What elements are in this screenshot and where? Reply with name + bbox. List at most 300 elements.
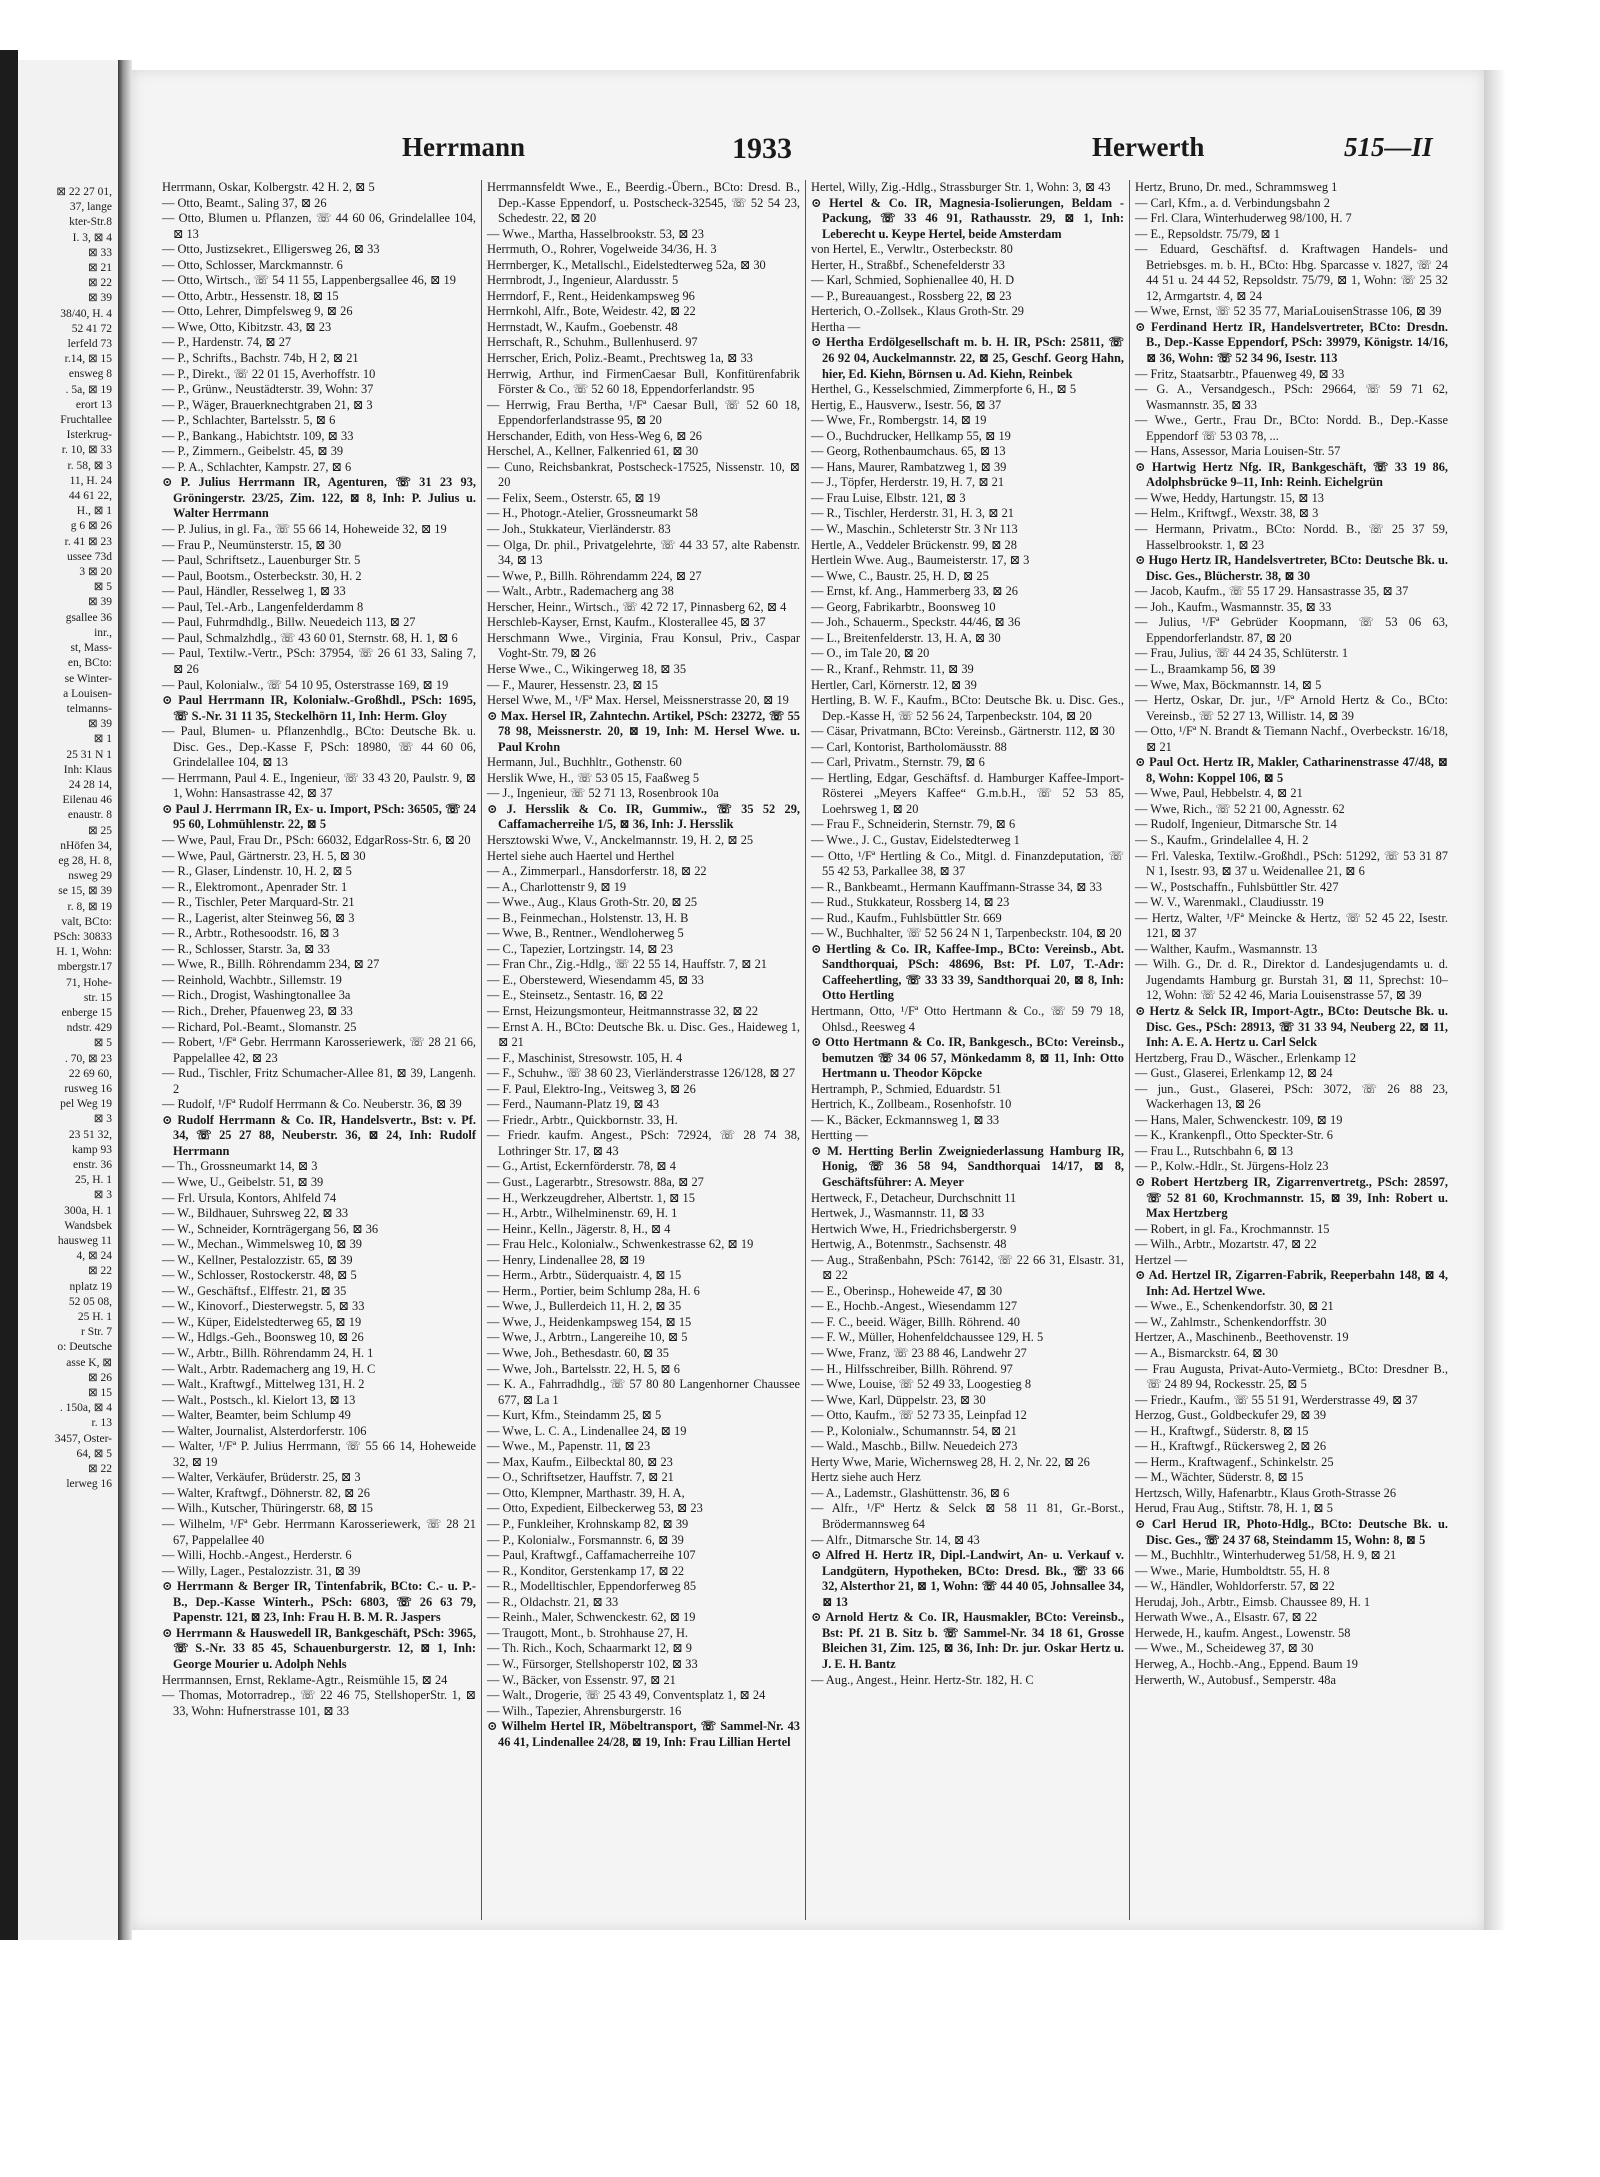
directory-entry: Hertweck, F., Detacheur, Durchschnitt 11 [811, 1190, 1017, 1205]
facing-page-line: ⊠ 15 [87, 1387, 112, 1400]
facing-page-line: I. 3, ⊠ 4 [72, 231, 112, 244]
directory-entry: ⊙ Paul Oct. Hertz IR, Makler, Catharinenstrasse 47/48, ⊠ 8, Wohn: Koppel 106, ⊠ 5 [1135, 755, 1448, 785]
facing-page-line: se 15, ⊠ 39 [58, 885, 112, 898]
facing-page-line: o: Deutsche [57, 1341, 112, 1354]
directory-entry: Hertwich Wwe, H., Friedrichsbergerstr. 9 [811, 1221, 1017, 1236]
directory-entry: — R., Bankbeamt., Hermann Kauffmann-Strasse 34, ⊠ 33 [811, 879, 1102, 894]
directory-entry: — Eduard, Geschäftsf. d. Kraftwagen Handels- und Betriebsges. m. b. H., BCto: Hbg. Sparcasse v. 1827, ☏ 24 44 51 u. 24 44 52, Repsoldstr. 75/79, ⊠ 1, Wohn: ☏ 25 32 12, Armgartstr. 4, ⊠ 24 [1135, 242, 1448, 303]
directory-entry: — Otto, Beamt., Saling 37, ⊠ 26 [162, 195, 327, 210]
directory-entry: Herrmannsfeldt Wwe., E., Beerdig.-Übern., BCto: Dresd. B., Dep.-Kasse Eppendorf, u. Postscheck-32545, ☏ 52 54 23, Schedestr. 22, ⊠ 20 [487, 180, 800, 226]
facing-page-line: rusweg 16 [64, 1082, 112, 1095]
directory-entry: Hertle, A., Veddeler Brückenstr. 99, ⊠ 28 [811, 537, 1017, 552]
directory-entry: — Hans, Assessor, Maria Louisen-Str. 57 [1135, 444, 1341, 459]
directory-entry: — Herrwig, Frau Bertha, ¹/Fª Caesar Bull, ☏ 52 60 18, Eppendorferlandstrasse 95, ⊠ 20 [487, 397, 800, 428]
directory-entry: — Friedr., Kaufm., ☏ 55 51 91, Werderstrasse 49, ⊠ 37 [1135, 1392, 1418, 1407]
facing-page-line: str. 15 [83, 991, 112, 1004]
directory-entry: — P., Hardenstr. 74, ⊠ 27 [162, 335, 292, 350]
facing-page-line: gsallee 36 [65, 611, 112, 624]
facing-page-fragment [18, 60, 120, 1940]
directory-entry: — K., Krankenpfl., Otto Speckter-Str. 6 [1135, 1128, 1333, 1143]
directory-entry: — Otto, Schlosser, Marckmannstr. 6 [162, 257, 343, 272]
directory-entry: Hertel, Willy, Zig.-Hdlg., Strassburger Str. 1, Wohn: 3, ⊠ 43 [811, 180, 1111, 194]
facing-page-line: nsweg 29 [68, 870, 112, 883]
header-last-name: Herwerth [1092, 132, 1205, 162]
directory-entry: — W., Maschin., Schleterstr Str. 3 Nr 113 [811, 522, 1018, 537]
directory-entry: — Hertz, Oskar, Dr. jur., ¹/Fª Arnold Hertz & Co., BCto: Vereinsb., ☏ 52 27 13, Willistr. 14, ⊠ 39 [1135, 693, 1448, 723]
directory-entry: — Georg, Fabrikarbtr., Boonsweg 10 [811, 599, 996, 614]
directory-entry: — Wwe., Gertr., Frau Dr., BCto: Nordd. B., Dep.-Kasse Eppendorf ☏ 53 03 78, ... [1135, 413, 1448, 443]
directory-entry: ⊙ Hertel & Co. IR, Magnesia-Isolierungen, Beldam - Packung, ☏ 33 46 91, Rathausstr. 29, ⊠ 1, Inh: Leberecht u. Keype Hertel, beide Amsterdam [811, 195, 1124, 241]
directory-entry: — E., Oberinsp., Hoheweide 47, ⊠ 30 [811, 1283, 1003, 1298]
directory-entry: — F. W., Müller, Hohenfeldchaussee 129, H. 5 [811, 1330, 1044, 1345]
facing-page-line: Eilenau 46 [62, 794, 112, 807]
directory-entry: Herudaj, Joh., Arbtr., Eimsb. Chaussee 89, H. 1 [1135, 1594, 1371, 1609]
directory-entry: — Wwe, Fr., Rombergstr. 14, ⊠ 19 [811, 413, 987, 428]
directory-entry: — Friedr., Arbtr., Quickbornstr. 33, H. [487, 1112, 678, 1127]
directory-entry: — Walt., Drogerie, ☏ 25 43 49, Conventsplatz 1, ⊠ 24 [487, 1688, 766, 1703]
facing-page-line: valt, BCto: [61, 915, 112, 928]
directory-entry: — Frl. Clara, Winterhuderweg 98/100, H. 7 [1135, 211, 1352, 226]
directory-entry: — Walther, Kaufm., Wasmannstr. 13 [1135, 941, 1318, 956]
directory-entry: Herwerth, W., Autobusf., Semperstr. 48a [1135, 1672, 1336, 1687]
directory-entry: — Wwe, Ernst, ☏ 52 35 77, MariaLouisenStrasse 106, ⊠ 39 [1135, 304, 1442, 319]
directory-entry: Hertha — [811, 319, 861, 334]
facing-page-line: enaustr. 8 [67, 809, 112, 822]
facing-page-line: 25 31 N 1 [66, 748, 112, 761]
directory-entry: — Walt., Postsch., kl. Kielort 13, ⊠ 13 [162, 1392, 356, 1407]
directory-entry: — R., Konditor, Gerstenkamp 17, ⊠ 22 [487, 1563, 685, 1578]
header-first-name: Herrmann [402, 132, 525, 162]
directory-entry: — Wilh. G., Dr. d. R., Direktor d. Landesjugendamts u. d. Jugendamts Hamburg gr. Burstah 31, ⊠ 11, Sprechst: 10–12, Wohn: ☏ 52 42 46, Maria Louisenstrasse 57, ⊠ 39 [1135, 957, 1448, 1003]
directory-entry: — P., Bankang., Habichtstr. 109, ⊠ 33 [162, 428, 354, 443]
directory-entry: — P., Wäger, Brauerknechtgraben 21, ⊠ 3 [162, 397, 373, 412]
facing-page-line: 71, Hohe- [66, 976, 112, 989]
directory-entry: — Wwe, Paul, Gärtnerstr. 23, H. 5, ⊠ 30 [162, 848, 366, 863]
directory-entry: ⊙ Wilhelm Hertel IR, Möbeltransport, ☏ Sammel-Nr. 43 46 41, Lindenallee 24/28, ⊠ 19, Inh: Frau Lillian Hertel [487, 1719, 800, 1749]
facing-page-line: ⊠ 5 [93, 581, 112, 594]
facing-page-line: pel Weg 19 [60, 1098, 112, 1111]
directory-entry: Hertting — [811, 1128, 868, 1143]
directory-entry: von Hertel, E., Verwltr., Osterbeckstr. 80 [811, 242, 1013, 257]
facing-page-line: mbergstr.17 [57, 961, 112, 974]
directory-entry: — Walt., Arbtr., Rademacherg ang 38 [487, 584, 674, 599]
directory-column-3 [805, 180, 1129, 1920]
facing-page-line: H., ⊠ 1 [76, 505, 112, 518]
directory-entry: — W., Kinovorf., Diesterwegstr. 5, ⊠ 33 [162, 1299, 365, 1314]
facing-page-line: 37, lange [69, 201, 112, 214]
directory-entry: Hertzer, A., Maschinenb., Beethovenstr. 19 [1135, 1330, 1349, 1345]
directory-entry: — Wilh., Kutscher, Thüringerstr. 68, ⊠ 15 [162, 1501, 373, 1516]
directory-entry: — P. A., Schlachter, Kampstr. 27, ⊠ 6 [162, 459, 352, 474]
directory-entry: — W., Zahlmstr., Schenkendorffstr. 30 [1135, 1314, 1327, 1329]
directory-entry: Hertzsch, Willy, Hafenarbtr., Klaus Groth-Strasse 26 [1135, 1485, 1397, 1500]
directory-entry: — Wwe, Otto, Kibitzstr. 43, ⊠ 23 [162, 319, 332, 334]
directory-entry: Herrnbrodt, J., Ingenieur, Alardusstr. 5 [487, 273, 679, 288]
facing-page-line: nHöfen 34, [60, 839, 112, 852]
facing-page-line: ⊠ 26 [87, 1371, 112, 1384]
facing-page-line: 3457, Oster- [54, 1432, 112, 1445]
scan-edge [0, 50, 18, 1940]
directory-entry: Herrnstadt, W., Kaufm., Goebenstr. 48 [487, 319, 678, 334]
page-edge-shadow [1484, 70, 1506, 1930]
directory-entry: Hertz siehe auch Herz [811, 1470, 921, 1485]
directory-entry: — H., Kraftwgf., Rückersweg 2, ⊠ 26 [1135, 1439, 1327, 1454]
facing-page-line: 23 51 32, [68, 1128, 112, 1141]
directory-entry: — Wwe., M., Scheideweg 37, ⊠ 30 [1135, 1641, 1314, 1656]
directory-entry: — Otto, ¹/Fª Hertling & Co., Mitgl. d. Finanzdeputation, ☏ 55 42 53, Parkallee 38, ⊠ 37 [811, 848, 1124, 879]
directory-entry: — Hertling, Edgar, Geschäftsf. d. Hamburger Kaffee-Import-Rösterei „Meyers Kaffee“ G.m.b.H., ☏ 52 53 85, Loehrsweg 1, ⊠ 20 [811, 770, 1124, 816]
directory-entry: — Willi, Hochb.-Angest., Herderstr. 6 [162, 1548, 352, 1563]
directory-entry: — Helm., Kriftwgf., Wexstr. 38, ⊠ 3 [1135, 506, 1319, 521]
directory-entry: — Herm., Arbtr., Süderquaistr. 4, ⊠ 15 [487, 1268, 682, 1283]
directory-entry: — W., Buchhalter, ☏ 52 56 24 N 1, Tarpenbeckstr. 104, ⊠ 20 [811, 926, 1122, 941]
directory-entry: — A., Charlottenstr 9, ⊠ 19 [487, 879, 627, 894]
directory-entry: ⊙ Max. Hersel IR, Zahntechn. Artikel, PSch: 23272, ☏ 55 78 98, Meissnerstr. 20, ⊠ 19, Inh: M. Hersel Wwe. u. Paul Krohn [487, 708, 800, 754]
directory-entry: — A., Bismarckstr. 64, ⊠ 30 [1135, 1346, 1278, 1361]
facing-page-line: ⊠ 39 [87, 292, 112, 305]
facing-page-line: r Str. 7 [81, 1326, 112, 1339]
directory-entry: — W., Hdlgs.-Geh., Boonsweg 10, ⊠ 26 [162, 1330, 364, 1345]
directory-entry: — Max, Kaufm., Eilbecktal 80, ⊠ 23 [487, 1454, 673, 1469]
directory-entry: Herrmannsen, Ernst, Reklame-Agtr., Reismühle 15, ⊠ 24 [162, 1672, 448, 1687]
directory-entry: — Paul, Tel.-Arb., Langenfelderdamm 8 [162, 599, 364, 614]
facing-page-line: 52 41 72 [71, 322, 112, 335]
directory-entry: Herschander, Edith, von Hess-Weg 6, ⊠ 26 [487, 428, 703, 443]
facing-page-line: . 5a, ⊠ 19 [65, 383, 112, 396]
directory-entry: — Walter, Journalist, Alsterdorferstr. 106 [162, 1423, 367, 1438]
directory-entry: — E., Oberstewerd, Wiesendamm 45, ⊠ 33 [487, 972, 704, 987]
facing-page-line: erort 13 [75, 398, 112, 411]
facing-page-line: . 150a, ⊠ 4 [59, 1402, 112, 1415]
directory-entry: — R., Lagerist, alter Steinweg 56, ⊠ 3 [162, 910, 355, 925]
directory-page [132, 70, 1484, 1930]
directory-entry: — Wwe., E., Schenkendorfstr. 30, ⊠ 21 [1135, 1299, 1334, 1314]
directory-entry: — Otto, Expedient, Eilbeckerweg 53, ⊠ 23 [487, 1501, 703, 1516]
directory-entry: — W., Fürsorger, Stellshoperstr 102, ⊠ 33 [487, 1656, 698, 1671]
facing-page-line: 300a, H. 1 [64, 1204, 112, 1217]
directory-entry: Hertz, Bruno, Dr. med., Schrammsweg 1 [1135, 180, 1338, 194]
directory-entry: — Otto, ¹/Fª N. Brandt & Tiemann Nachf., Overbeckstr. 16/18, ⊠ 21 [1135, 724, 1448, 754]
facing-page-line: H. 1, Wohn: [56, 946, 112, 959]
directory-entry: — Wwe, Rich., ☏ 52 21 00, Agnesstr. 62 [1135, 801, 1345, 816]
directory-entry: — Herrmann, Paul 4. E., Ingenieur, ☏ 33 43 20, Paulstr. 9, ⊠ 1, Wohn: Hansastrasse 42, ⊠ 37 [162, 770, 476, 801]
directory-entry: Herterich, O.-Zollsek., Klaus Groth-Str. 29 [811, 304, 1025, 319]
directory-entry: — Otto, Kaufm., ☏ 52 73 35, Leinpfad 12 [811, 1408, 1027, 1423]
directory-entry: — Rud., Stukkateur, Rossberg 14, ⊠ 23 [811, 895, 1010, 910]
facing-page-line: r. 13 [91, 1417, 112, 1430]
directory-entry: — Rich., Drogist, Washingtonallee 3a [162, 988, 351, 1003]
directory-entry: — Th., Grossneumarkt 14, ⊠ 3 [162, 1159, 318, 1174]
facing-page-line: ⊠ 39 [87, 596, 112, 609]
directory-entry: — Paul, Kraftwgf., Caffamacherreihe 107 [487, 1548, 696, 1563]
directory-entry: — H., Hilfsschreiber, Billh. Röhrend. 97 [811, 1361, 1013, 1376]
facing-page-line: ⊠ 33 [87, 246, 112, 259]
directory-entry: — Wilhelm, ¹/Fª Gebr. Herrmann Karosseriewerk, ☏ 28 21 67, Pappelallee 40 [162, 1517, 476, 1547]
directory-entry: — W., Kellner, Pestalozzistr. 65, ⊠ 39 [162, 1252, 353, 1267]
directory-entry: Herwede, H., kaufm. Angest., Lowenstr. 58 [1135, 1625, 1351, 1640]
facing-page-line: enberge 15 [61, 1006, 112, 1019]
directory-entry: — Wwe, Joh., Bethesdastr. 60, ⊠ 35 [487, 1346, 669, 1361]
directory-entry: — Paul, Bootsm., Osterbeckstr. 30, H. 2 [162, 568, 362, 583]
directory-entry: — Walter, Beamter, beim Schlump 49 [162, 1408, 351, 1423]
facing-page-line: Fruchtallee [60, 414, 112, 427]
directory-entry: — Frau, Julius, ☏ 44 24 35, Schlüterstr. 1 [1135, 646, 1349, 661]
facing-page-line: r.14, ⊠ 15 [64, 353, 112, 366]
facing-page-line: 38/40, H. 4 [60, 307, 112, 320]
directory-entry: — Otto, Arbtr., Hessenstr. 18, ⊠ 15 [162, 288, 339, 303]
directory-entry: — Walt., Kraftwgf., Mittelweg 131, H. 2 [162, 1377, 365, 1392]
directory-entry: — jun., Gust., Glaserei, PSch: 3072, ☏ 26 88 23, Wackerhagen 13, ⊠ 26 [1135, 1081, 1448, 1112]
directory-entry: Hertzel — [1135, 1252, 1187, 1267]
directory-entry: — Paul, Händler, Resselweg 1, ⊠ 33 [162, 584, 346, 599]
facing-page-line: PSch: 30833 [53, 930, 112, 943]
directory-entry: — Fritz, Staatsarbtr., Pfauenweg 49, ⊠ 33 [1135, 366, 1345, 381]
directory-entry: Hermann, Jul., Buchhltr., Gothenstr. 60 [487, 755, 682, 770]
directory-entry: — R., Modelltischler, Eppendorferweg 85 [487, 1579, 697, 1594]
directory-entry: Herschmann Wwe., Virginia, Frau Konsul, Priv., Caspar Voght-Str. 79, ⊠ 26 [487, 630, 800, 661]
directory-entry: — Wwe, B., Rentner., Wendloherweg 5 [487, 926, 684, 941]
directory-entry: — P., Kolonialw., Forsmannstr. 6, ⊠ 39 [487, 1532, 684, 1547]
directory-column-2 [481, 180, 805, 1920]
facing-page-line: ⊠ 22 [87, 1463, 112, 1476]
directory-entry: — Hertz, Walter, ¹/Fª Meincke & Hertz, ☏ 52 45 22, Isestr. 121, ⊠ 37 [1135, 910, 1448, 941]
directory-entry: ⊙ Hugo Hertz IR, Handelsvertreter, BCto: Deutsche Bk. u. Disc. Ges., Blücherstr. 38, ⊠ 30 [1135, 553, 1448, 583]
directory-entry: — R., Tischler, Peter Marquard-Str. 21 [162, 895, 355, 910]
directory-entry: — Wwe, J., Heidenkampsweg 154, ⊠ 15 [487, 1314, 692, 1329]
directory-entry: — Robert, ¹/Fª Gebr. Herrmann Karosseriewerk, ☏ 28 21 66, Pappelallee 42, ⊠ 23 [162, 1035, 476, 1065]
facing-page-line: r. 10, ⊠ 33 [61, 444, 112, 457]
directory-entry: — S., Kaufm., Grindelallee 4, H. 2 [1135, 832, 1309, 847]
facing-page-line: se Winter- [64, 672, 112, 685]
directory-entry: — W., Mechan., Wimmelsweg 10, ⊠ 39 [162, 1237, 362, 1252]
directory-entry: — F., Schuhw., ☏ 38 60 23, Vierländerstrasse 126/128, ⊠ 27 [487, 1066, 796, 1081]
directory-entry: — F. C., beeid. Wäger, Billh. Röhrend. 40 [811, 1314, 1020, 1329]
directory-entry: — Alfr., ¹/Fª Hertz & Selck ⊠ 58 11 81, Gr.-Borst., Brödermannsweg 64 [811, 1501, 1124, 1532]
directory-entry: — Frau F., Schneiderin, Sternstr. 79, ⊠ 6 [811, 817, 1016, 832]
facing-page-line: 64, ⊠ 5 [76, 1447, 112, 1460]
directory-entry: — Rud., Tischler, Fritz Schumacher-Allee 81, ⊠ 39, Langenh. 2 [162, 1066, 476, 1096]
facing-page-line: ⊠ 25 [87, 824, 112, 837]
facing-page-line: 24 28 14, [68, 778, 112, 791]
directory-entry: — H., Photogr.-Atelier, Grossneumarkt 58 [487, 506, 698, 521]
directory-entry: — Otto, Justizsekret., Elligersweg 26, ⊠ 33 [162, 242, 380, 257]
facing-page-line: ndstr. 429 [66, 1022, 112, 1035]
facing-page-line: ⊠ 3 [93, 1113, 112, 1126]
directory-entry: ⊙ Paul Herrmann IR, Kolonialw.-Großhdl., PSch: 1695, ☏ S.-Nr. 31 11 35, Steckelhörn 11, Inh: Herm. Gloy [162, 693, 476, 723]
facing-page-line: ussee 73d [66, 550, 112, 563]
directory-entry: — Gust., Lagerarbtr., Stresowstr. 88a, ⊠ 27 [487, 1175, 704, 1189]
directory-entry: — Wwe, Heddy, Hartungstr. 15, ⊠ 13 [1135, 490, 1324, 505]
directory-entry: — Walter, Kraftwgf., Döhnerstr. 82, ⊠ 26 [162, 1485, 370, 1500]
directory-entry: — Wwe, C., Baustr. 25, H. D, ⊠ 25 [811, 568, 989, 583]
directory-entry: — K. A., Fahrradhdlg., ☏ 57 80 80 Langenhorner Chaussee 677, ⊠ La 1 [487, 1377, 800, 1407]
directory-entry: Herrnberger, K., Metallschl., Eidelstedterweg 52a, ⊠ 30 [487, 257, 766, 272]
directory-entry: Herud, Frau Aug., Stiftstr. 78, H. 1, ⊠ 5 [1135, 1501, 1333, 1516]
directory-entry: — Hermann, Privatm., BCto: Nordd. B., ☏ 25 37 59, Hasselbrookstr. 1, ⊠ 23 [1135, 522, 1448, 552]
facing-page-line: enstr. 36 [73, 1159, 112, 1171]
facing-page-line: 4, ⊠ 24 [76, 1250, 112, 1263]
directory-entry: Hertramph, P., Schmied, Eduardstr. 51 [811, 1081, 1002, 1096]
directory-entry: Herwath Wwe., A., Elsastr. 67, ⊠ 22 [1135, 1610, 1318, 1625]
directory-entry: — Wwe, R., Billh. Röhrendamm 234, ⊠ 27 [162, 957, 380, 972]
directory-entry: ⊙ Hertha Erdölgesellschaft m. b. H. IR, PSch: 25811, ☏ 26 92 04, Auckelmannstr. 22, ⊠ 25, Geschf. Georg Hahn, hier, Ed. Kiehn, Börnsen u. Ad. Kiehn, Reinbek [811, 335, 1124, 381]
directory-entry: ⊙ J. Hersslik & Co. IR, Gummiw., ☏ 35 52 29, Caffamacherreihe 1/5, ⊠ 36, Inh: J. Hersslik [487, 801, 800, 832]
directory-entry: — W., Bäcker, von Essenstr. 97, ⊠ 21 [487, 1672, 676, 1687]
directory-entry: — Frl. Valeska, Textilw.-Großhdl., PSch: 51292, ☏ 53 31 87 N 1, Isestr. 93, ⊠ 37 u. Weidenallee 21, ⊠ 6 [1135, 848, 1448, 879]
directory-entry: — Otto, Lehrer, Dimpfelsweg 9, ⊠ 26 [162, 304, 353, 319]
directory-entry: ⊙ Hertz & Selck IR, Import-Agtr., BCto: Deutsche Bk. u. Disc. Ges., PSch: 28913, ☏ 31 33 94, Neuberg 22, ⊠ 11, Inh: A. E. A. Hertz u. Carl Selck [1135, 1003, 1448, 1050]
directory-entry: — F., Maurer, Hessenstr. 23, ⊠ 15 [487, 677, 658, 692]
directory-entry: — R., Glaser, Lindenstr. 10, H. 2, ⊠ 5 [162, 864, 352, 879]
directory-entry: ⊙ Otto Hertmann & Co. IR, Bankgesch., BCto: Vereinsb., bemutzen ☏ 34 06 57, Mönkedamm 8, ⊠ 11, Inh: Otto Hertmann u. Theodor Köpcke [811, 1035, 1124, 1081]
facing-page-line: a Louisen- [63, 687, 112, 700]
directory-entry: — Walter, ¹/Fª P. Julius Herrmann, ☏ 55 66 14, Hoheweide 32, ⊠ 19 [162, 1439, 476, 1469]
directory-entry: — Wwe, Karl, Düppelstr. 23, ⊠ 30 [811, 1392, 986, 1407]
directory-entry: — Paul, Schmalzhdlg., ☏ 43 60 01, Sternstr. 68, H. 1, ⊠ 6 [162, 630, 458, 645]
directory-entry: Herschel, A., Kellner, Falkenried 61, ⊠ 30 [487, 444, 699, 459]
directory-entry: Herrndorf, F., Rent., Heidenkampsweg 96 [487, 288, 695, 303]
directory-entry: — Hans, Maler, Schwenckestr. 109, ⊠ 19 [1135, 1112, 1343, 1127]
directory-entry: — L., Braamkamp 56, ⊠ 39 [1135, 661, 1276, 676]
book-gutter [118, 60, 132, 1940]
directory-entry: — K., Bäcker, Eckmannsweg 1, ⊠ 33 [811, 1112, 1000, 1127]
directory-entry: — W., Schneider, Kornträgergang 56, ⊠ 36 [162, 1221, 379, 1236]
directory-entry: Herscher, Heinr., Wirtsch., ☏ 42 72 17, Pinnasberg 62, ⊠ 4 [487, 599, 787, 614]
facing-page-line: Inh: Klaus [63, 763, 112, 776]
directory-entry: Herrnkohl, Alfr., Bote, Weidestr. 42, ⊠ 22 [487, 304, 696, 319]
directory-entry: — G. A., Versandgesch., PSch: 29664, ☏ 59 71 62, Wasmannstr. 35, ⊠ 33 [1135, 382, 1448, 412]
directory-entry: Herrwig, Arthur, ind FirmenCaesar Bull, Konfitürenfabrik Förster & Co., ☏ 52 60 18, Eppendorferlandstr. 95 [487, 366, 800, 397]
directory-entry: — Frau L., Rutschbahn 6, ⊠ 13 [1135, 1143, 1294, 1158]
directory-entry: — Wwe, L. C. A., Lindenallee 24, ⊠ 19 [487, 1423, 687, 1438]
facing-page-line: Isterkrug- [66, 429, 112, 442]
directory-entry: — P., Kolonialw., Schumannstr. 54, ⊠ 21 [811, 1423, 1017, 1438]
directory-entry: Hertwek, J., Wasmannstr. 11, ⊠ 33 [811, 1206, 985, 1221]
directory-entry: — Carl, Privatm., Sternstr. 79, ⊠ 6 [811, 755, 985, 770]
directory-entry: Herzog, Gust., Goldbeckufer 29, ⊠ 39 [1135, 1408, 1327, 1423]
directory-entry: — M., Wächter, Süderstr. 8, ⊠ 15 [1135, 1470, 1304, 1485]
directory-entry: — Richard, Pol.-Beamt., Slomanstr. 25 [162, 1019, 357, 1034]
facing-page-line: telmanns- [66, 702, 112, 715]
directory-entry: Herter, H., Straßbf., Schenefelderstr 33 [811, 257, 1005, 272]
directory-entry: ⊙ Ad. Hertzel IR, Zigarren-Fabrik, Reeperbahn 148, ⊠ 4, Inh: Ad. Hertzel Wwe. [1135, 1268, 1448, 1298]
directory-entry: — Wwe, U., Geibelstr. 51, ⊠ 39 [162, 1175, 324, 1189]
facing-page-line: hausweg 11 [57, 1235, 112, 1248]
facing-page-line: . 70, ⊠ 23 [64, 1052, 112, 1065]
directory-entry: — Jacob, Kaufm., ☏ 55 17 29. Hansastrasse 35, ⊠ 37 [1135, 584, 1409, 599]
directory-entry: — E., Repsoldstr. 75/79, ⊠ 1 [1135, 226, 1280, 241]
directory-entry: ⊙ Carl Herud IR, Photo-Hdlg., BCto: Deutsche Bk. u. Disc. Ges., ☏ 24 37 68, Steindamm 15, Wohn: 8, ⊠ 5 [1135, 1517, 1448, 1547]
directory-entry: — Wwe, P., Billh. Röhrendamm 224, ⊠ 27 [487, 568, 702, 583]
directory-entry: — Frl. Ursula, Kontors, Ahlfeld 74 [162, 1190, 337, 1205]
directory-entry: — Wwe, J., Bullerdeich 11, H. 2, ⊠ 35 [487, 1299, 682, 1314]
directory-entry: — Wwe., J. C., Gustav, Eidelstedterweg 1 [811, 832, 1020, 847]
directory-entry: Hertwig, A., Botenmstr., Sachsenstr. 48 [811, 1237, 1007, 1252]
directory-entry: — R., Tischler, Herderstr. 31, H. 3, ⊠ 21 [811, 506, 1014, 521]
facing-page-line: lerweg 16 [66, 1478, 112, 1491]
directory-entry: ⊙ Arnold Hertz & Co. IR, Hausmakler, BCto: Vereinsb., Bst: Pf. 21 B. Sitz b. ☏ Sammel-Nr. 34 18 61, Grosse Bleichen 31, Zim. 125, ⊠ 36, Inh: Dr. jur. Oskar Hertz u. J. E. H. Bantz [811, 1610, 1124, 1671]
facing-page-line: ⊠ 1 [93, 733, 112, 746]
directory-entry: — E., Hochb.-Angest., Wiesendamm 127 [811, 1299, 1018, 1314]
directory-entry: — O., im Tale 20, ⊠ 20 [811, 646, 930, 661]
directory-entry: — Wwe, Joh., Bartelsstr. 22, H. 5, ⊠ 6 [487, 1361, 680, 1376]
directory-entry: — H., Werkzeugdreher, Albertstr. 1, ⊠ 15 [487, 1190, 695, 1205]
directory-entry: — Frau P., Neumünsterstr. 15, ⊠ 30 [162, 537, 342, 552]
directory-entry: — Joh., Kaufm., Wasmannstr. 35, ⊠ 33 [1135, 599, 1332, 614]
directory-entry: — E., Steinsetz., Sentastr. 16, ⊠ 22 [487, 988, 664, 1003]
directory-entry: — Wwe, Louise, ☏ 52 49 33, Loogestieg 8 [811, 1377, 1032, 1392]
directory-entry: — Karl, Schmied, Sophienallee 40, H. D [811, 273, 1015, 288]
facing-page-line: ⊠ 21 [87, 262, 112, 275]
facing-page-line: 25, H. 1 [74, 1174, 112, 1187]
facing-page-line: ⊠ 22 27 01, [56, 186, 112, 198]
directory-entry: Hertrich, K., Zollbeam., Rosenhofstr. 10 [811, 1097, 1012, 1112]
directory-entry: — W., Postschaffn., Fuhlsbüttler Str. 427 [1135, 879, 1339, 894]
directory-entry: — Frau Helc., Kolonialw., Schwenkestrasse 62, ⊠ 19 [487, 1237, 754, 1252]
facing-page-line: r. 58, ⊠ 3 [67, 459, 112, 472]
directory-entry: — W., Geschäftsf., Elffestr. 21, ⊠ 35 [162, 1283, 347, 1298]
directory-entry: ⊙ Hartwig Hertz Nfg. IR, Bankgeschäft, ☏ 33 19 86, Adolphsbrücke 9–11, Inh: Reinh. Eichelgrün [1135, 459, 1448, 490]
directory-entry: Hersztowski Wwe, V., Anckelmannstr. 19, H. 2, ⊠ 25 [487, 832, 754, 847]
directory-entry: — J., Ingenieur, ☏ 52 71 13, Rosenbrook 10a [487, 786, 719, 801]
directory-entry: ⊙ Paul J. Herrmann IR, Ex- u. Import, PSch: 36505, ☏ 24 95 60, Lohmühlenstr. 22, ⊠ 5 [162, 801, 476, 832]
directory-entry: Hertel siehe auch Haertel und Herthel [487, 848, 675, 863]
facing-page-line: asse K, ⊠ [66, 1356, 112, 1369]
directory-entry: — Walt., Arbtr. Rademacherg ang 19, H. C [162, 1361, 376, 1376]
directory-entry: Herrmuth, O., Rohrer, Vogelweide 34/36, H. 3 [487, 242, 717, 257]
directory-entry: — Alfr., Ditmarsche Str. 14, ⊠ 43 [811, 1532, 980, 1547]
facing-page-line: kamp 93 [72, 1143, 112, 1156]
directory-entry: — Wwe, Franz, ☏ 23 88 46, Landwehr 27 [811, 1346, 1027, 1361]
directory-entry: Hertzberg, Frau D., Wäscher., Erlenkamp 12 [1135, 1050, 1357, 1065]
directory-entry: — Wwe., M., Papenstr. 11, ⊠ 23 [487, 1439, 651, 1454]
directory-entry: Hertig, E., Hausverw., Isestr. 56, ⊠ 37 [811, 397, 1002, 412]
directory-entry: — Walter, Verkäufer, Brüderstr. 25, ⊠ 3 [162, 1470, 361, 1485]
directory-entry: — Hans, Maurer, Rambatzweg 1, ⊠ 39 [811, 459, 1007, 474]
facing-page-line: Wandsbek [64, 1219, 112, 1232]
facing-page-line: g 6 ⊠ 26 [70, 520, 112, 533]
facing-page-text [18, 185, 118, 1492]
directory-entry: Herrscher, Erich, Poliz.-Beamt., Prechtsweg 1a, ⊠ 33 [487, 351, 753, 366]
directory-entry: — Frau Augusta, Privat-Auto-Vermietg., BCto: Dresdner B., ☏ 24 89 94, Rockesstr. 25, ⊠ 5 [1135, 1361, 1448, 1392]
directory-entry: — P., Direkt., ☏ 22 01 15, Averhoffstr. 10 [162, 366, 376, 381]
directory-entry: Herslik Wwe, H., ☏ 53 05 15, Faaßweg 5 [487, 770, 700, 785]
facing-page-line: 25 H. 1 [77, 1311, 112, 1324]
directory-entry: — Wwe., Aug., Klaus Groth-Str. 20, ⊠ 25 [487, 895, 698, 910]
directory-entry: ⊙ Alfred H. Hertz IR, Dipl.-Landwirt, An- u. Verkauf v. Landgütern, Hypotheken, BCto: Dresd. Bk., ☏ 33 66 32, Alsterthor 21, ⊠ 1, Wohn: ☏ 44 40 05, Johnsallee 34, ⊠ 13 [811, 1548, 1124, 1609]
directory-entry: — Robert, in gl. Fa., Krochmannstr. 15 [1135, 1221, 1330, 1236]
facing-page-line: ⊠ 5 [93, 1037, 112, 1050]
directory-entry: — Reinhold, Wachbtr., Sillemstr. 19 [162, 972, 342, 987]
directory-entry: — C., Tapezier, Lortzingstr. 14, ⊠ 23 [487, 941, 674, 956]
directory-entry: — W., Küper, Eidelstedterweg 65, ⊠ 19 [162, 1314, 362, 1329]
directory-entry: — Paul, Kolonialw., ☏ 54 10 95, Osterstrasse 169, ⊠ 19 [162, 677, 449, 692]
facing-page-line: nplatz 19 [69, 1280, 112, 1293]
directory-entry: — W., Händler, Wohldorferstr. 57, ⊠ 22 [1135, 1579, 1335, 1594]
directory-entry: — R., Kranf., Rehmstr. 11, ⊠ 39 [811, 661, 974, 676]
directory-entry: — W., Schlosser, Rostockerstr. 48, ⊠ 5 [162, 1268, 357, 1283]
directory-entry: — W., Arbtr., Billh. Röhrendamm 24, H. 1 [162, 1346, 374, 1361]
directory-entry: — O., Schriftsetzer, Hauffstr. 7, ⊠ 21 [487, 1470, 674, 1485]
directory-entry: — A., Lademstr., Glashüttenstr. 36, ⊠ 6 [811, 1485, 1010, 1500]
directory-entry: — Felix, Seem., Osterstr. 65, ⊠ 19 [487, 490, 661, 505]
directory-entry: — Otto, Wirtsch., ☏ 54 11 55, Lappenbergsallee 46, ⊠ 19 [162, 273, 456, 288]
directory-entry: — P. Julius, in gl. Fa., ☏ 55 66 14, Hoheweide 32, ⊠ 19 [162, 522, 447, 537]
directory-entry: ⊙ M. Hertting Berlin Zweigniederlassung Hamburg IR, Honig, ☏ 36 58 94, Sandthorquai 14/17, ⊠ 8, Geschäftsführer: A. Meyer [811, 1143, 1124, 1189]
directory-entry: — Joh., Stukkateur, Vierländerstr. 83 [487, 522, 671, 537]
facing-page-line: inr., [94, 626, 112, 639]
directory-entry: — Willy, Lager., Pestalozzistr. 31, ⊠ 39 [162, 1563, 361, 1578]
